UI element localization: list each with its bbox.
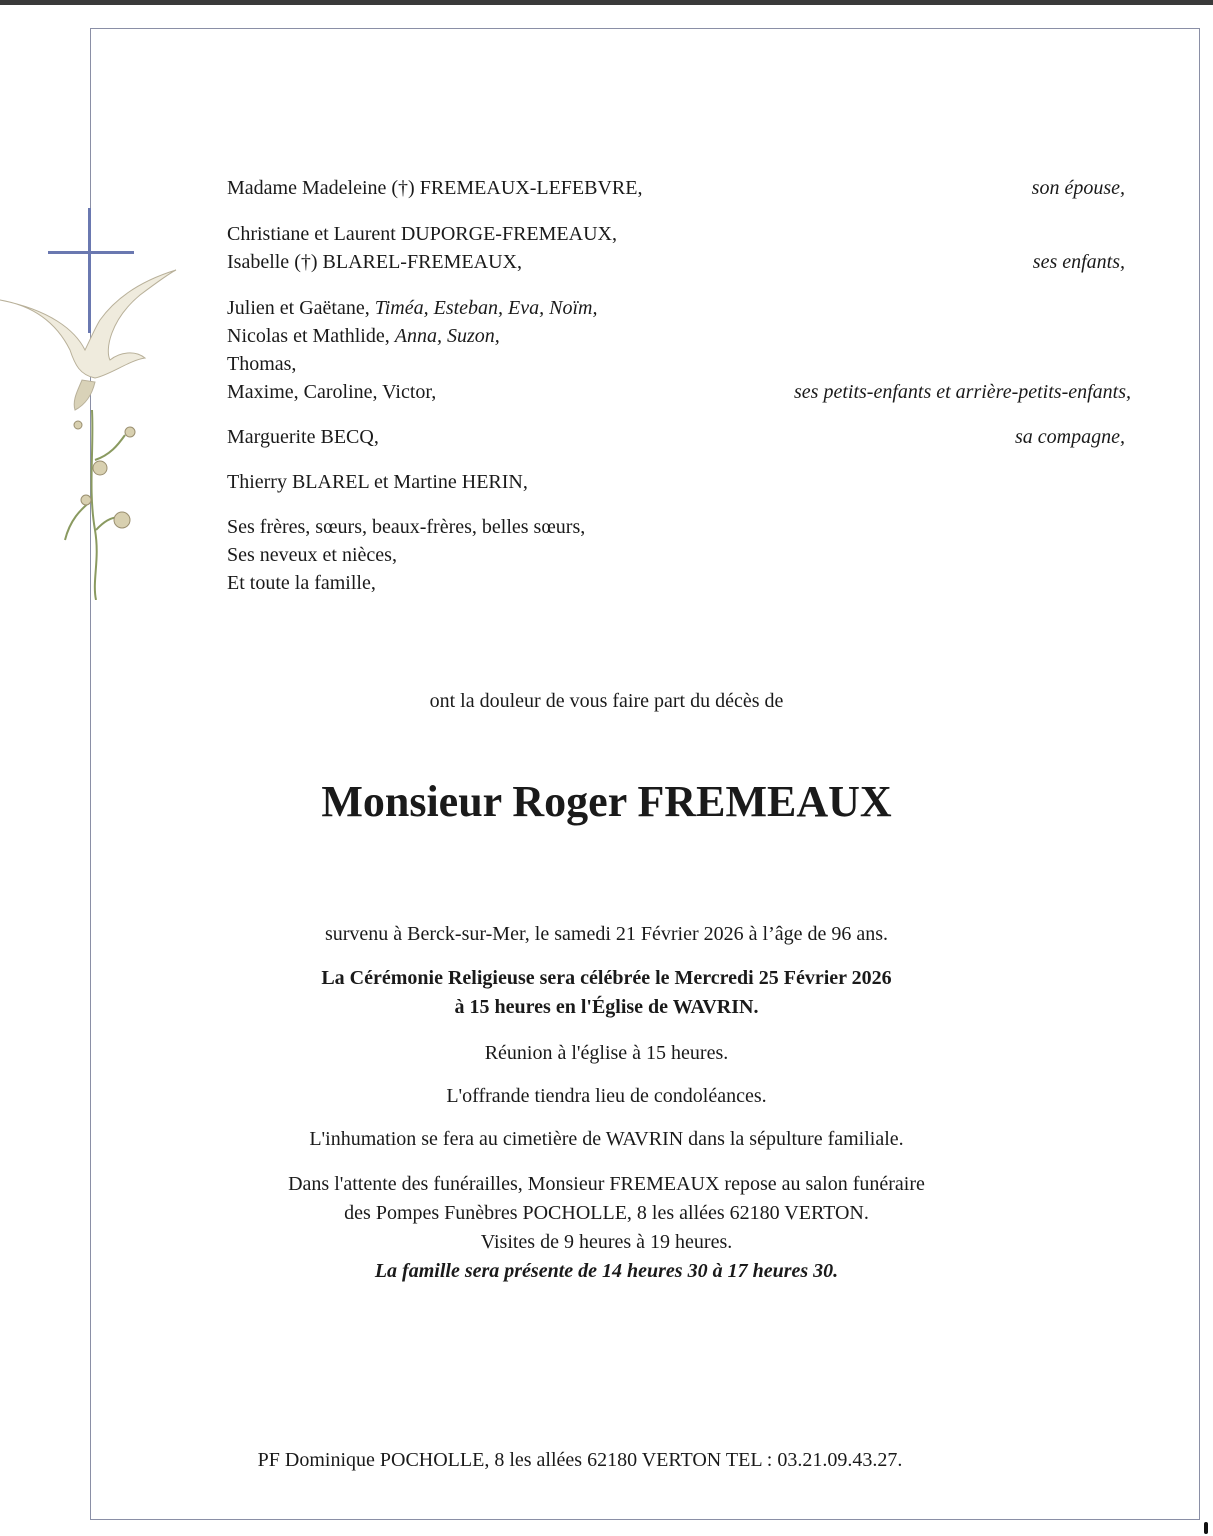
- siblings-line: Ses neveux et nièces,: [227, 544, 397, 566]
- grandchildren-line: [227, 296, 597, 320]
- announcement-text: ont la douleur de vous faire part du décès de: [429, 690, 784, 712]
- grandchildren-kids: Timéa, Esteban, Eva, Noïm,: [374, 297, 598, 319]
- cross-dove-flower-decoration: [0, 200, 180, 600]
- spouse-role: son épouse,: [1031, 177, 1125, 199]
- family-presence: La famille sera présente de 14 heures 30 à 17 heures 30.: [374, 1260, 839, 1282]
- rest-info: des Pompes Funèbres POCHOLLE, 8 les allées 62180 VERTON.: [344, 1202, 869, 1224]
- meeting-info: Réunion à l'église à 15 heures.: [484, 1042, 729, 1064]
- grandchildren-parents: Thomas,: [227, 353, 297, 375]
- rest-info: Dans l'attente des funérailles, Monsieur FREMEAUX repose au salon funéraire: [288, 1173, 925, 1195]
- grandchildren-parents: Julien et Gaëtane,: [227, 297, 375, 319]
- companion-name: Marguerite BECQ,: [227, 426, 379, 448]
- siblings-line: Et toute la famille,: [227, 572, 376, 594]
- spouse-name: Madame Madeleine (†) FREMEAUX-LEFEBVRE,: [227, 177, 643, 199]
- flower-stem-icon: [65, 410, 125, 600]
- scan-mark: [1204, 1522, 1208, 1534]
- grandchildren-role: ses petits-enfants et arrière-petits-enfants,: [794, 381, 1131, 403]
- child-name: Christiane et Laurent DUPORGE-FREMEAUX,: [227, 223, 617, 245]
- child-name: Isabelle (†) BLAREL-FREMEAUX,: [227, 251, 522, 273]
- grandchildren-line: [227, 352, 296, 376]
- visit-hours: Visites de 9 heures à 19 heures.: [480, 1231, 733, 1253]
- offering-info: L'offrande tiendra lieu de condoléances.: [446, 1085, 767, 1107]
- ceremony-line: à 15 heures en l'Église de WAVRIN.: [454, 996, 759, 1018]
- grandchildren-line: [227, 324, 500, 348]
- siblings-line: Ses frères, sœurs, beaux-frères, belles sœurs,: [227, 516, 586, 538]
- deceased-name: Monsieur Roger FREMEAUX: [321, 777, 892, 826]
- burial-info: L'inhumation se fera au cimetière de WAVRIN dans la sépulture familiale.: [309, 1128, 904, 1150]
- ceremony-line: La Cérémonie Religieuse sera célébrée le Mercredi 25 Février 2026: [321, 967, 892, 989]
- grandchildren-parents: Maxime, Caroline, Victor,: [227, 381, 437, 403]
- grandchildren-parents: Nicolas et Mathlide,: [227, 325, 395, 347]
- death-details: survenu à Berck-sur-Mer, le samedi 21 Février 2026 à l’âge de 96 ans.: [324, 923, 889, 945]
- scan-top-edge: [0, 0, 1213, 5]
- flower-bud-icon: [74, 421, 135, 528]
- cross-icon: [88, 208, 91, 333]
- others-name: Thierry BLAREL et Martine HERIN,: [227, 471, 528, 493]
- grandchildren-kids: Anna, Suzon,: [394, 325, 500, 347]
- grandchildren-line: [227, 380, 436, 404]
- funeral-home-footer: PF Dominique POCHOLLE, 8 les allées 62180 VERTON TEL : 03.21.09.43.27.: [257, 1449, 903, 1471]
- companion-role: sa compagne,: [1015, 426, 1125, 448]
- children-role: ses enfants,: [1032, 251, 1125, 273]
